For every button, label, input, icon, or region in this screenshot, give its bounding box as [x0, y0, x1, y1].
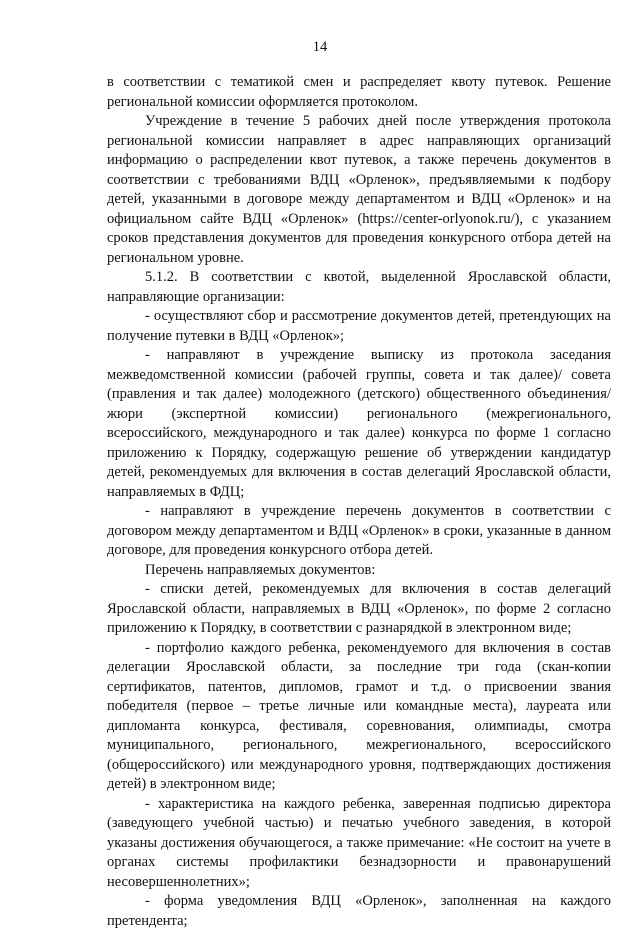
paragraph-section-5-1-2: 5.1.2. В соответствии с квотой, выделенной Ярославской области, направляющие организации: — [107, 269, 611, 305]
list-item-characteristic: - характеристика на каждого ребенка, заверенная подписью директора (заведующего учебной частью) и печатью учебного заведения, в которой указаны достижения обучающегося, а также примечание: «Не состоит на учете в органах системы профилактики безнадзорности и правонарушений несовершеннолетних»; — [107, 795, 611, 890]
paragraph-institution-notice: Учреждение в течение 5 рабочих дней после утверждения протокола региональной комиссии направляет в адрес направляющих организаций информацию о распределении квот путевок, а также перечень документов в соответствии с требованиями ВДЦ «Орленок», предъявляемыми к подбору детей, указанными в договоре между департаментом и ВДЦ «Орленок» и на официальном сайте ВДЦ «Орленок» (https://center-orlyonok.ru/), с указанием сроков представления документов для проведения конкурсного отбора детей на региональном уровне. — [107, 113, 611, 266]
list-item-notification-form: - форма уведомления ВДЦ «Орленок», заполненная на каждого претендента; — [107, 893, 611, 929]
list-item-documents-list: - направляют в учреждение перечень документов в соответствии с договором между департаментом и ВДЦ «Орленок» в сроки, указанные в данном договоре, для проведения конкурсного отбора детей. — [107, 503, 611, 558]
document-body — [107, 73, 611, 931]
list-item-children-lists: - списки детей, рекомендуемых для включения в состав делегаций Ярославской области, направляемых в ВДЦ «Орленок», по форме 2 согласно приложению к Порядку, в соответствии с разнарядкой в электронном виде; — [107, 581, 611, 636]
list-item-portfolio: - портфолио каждого ребенка, рекомендуемого для включения в состав делегации Ярославской области, за последние три года (скан-копии сертификатов, патентов, дипломов, грамот и т.д. о присвоении звания победителя (первое – третье личные или командные места), лауреата или дипломанта конкурса, фестиваля, соревнования, олимпиады, смотра муниципального, регионального, межрегионального, всероссийского (общероссийского) или международного уровня, подтверждающих достижения детей) в электронном виде; — [107, 639, 611, 792]
list-item-collect-documents: - осуществляют сбор и рассмотрение документов детей, претендующих на получение путевки в ВДЦ «Орленок»; — [107, 308, 611, 344]
paragraph-quota-decision: в соответствии с тематикой смен и распределяет квоту путевок. Решение региональной комиссии оформляется протоколом. — [107, 74, 611, 110]
list-item-protocol-extract: - направляют в учреждение выписку из протокола заседания межведомственной комиссии (рабочей группы, совета и так далее)/ совета (правления и так далее) молодежного (детского) общественного объединения/ жюри (экспертной комиссии) регионального (межрегионального, всероссийского, международного и так далее) конкурса по форме 1 согласно приложению к Порядку, содержащую решение об утверждении кандидатур детей, рекомендуемых для включения в состав делегаций Ярославской области, направляемых в ФДЦ; — [107, 347, 611, 500]
page-number: 14 — [312, 39, 328, 55]
paragraph-documents-heading: Перечень направляемых документов: — [145, 561, 376, 578]
